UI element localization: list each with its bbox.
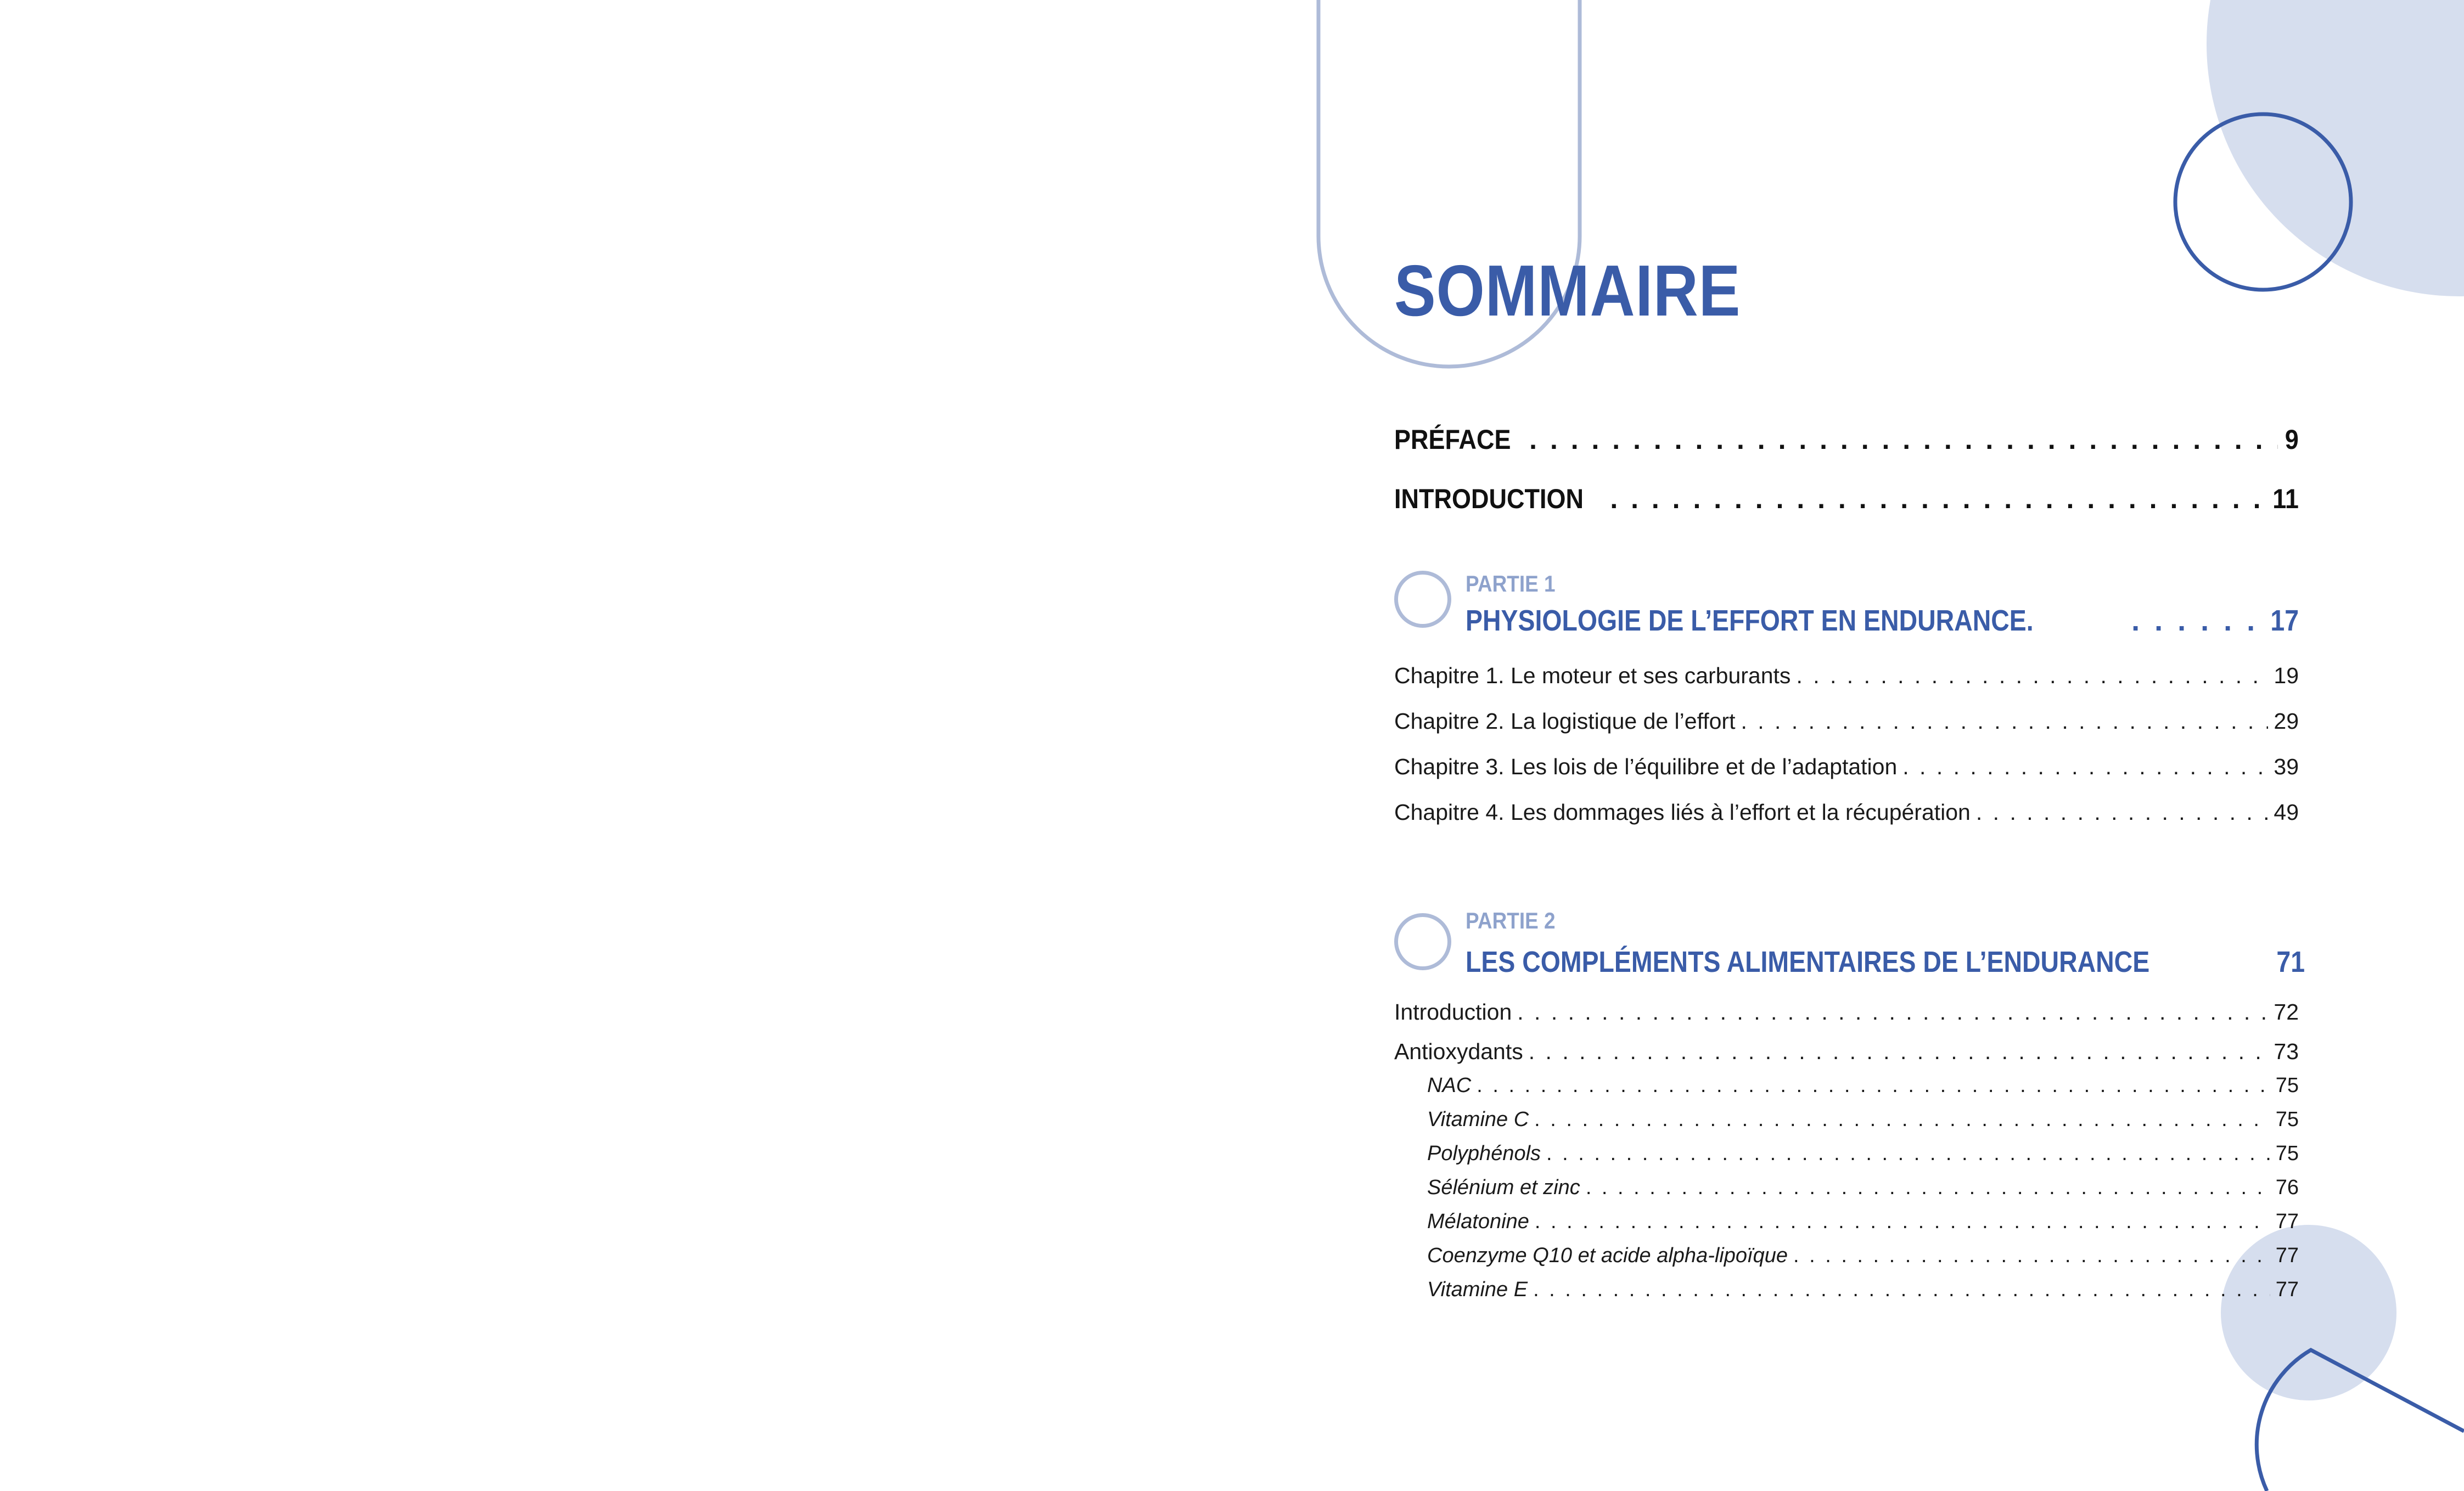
dot-leader: [1793, 1244, 2270, 1268]
toc-entry-page: 29: [2274, 708, 2299, 734]
toc-subentry-label: Vitamine C: [1427, 1108, 1529, 1131]
dot-leader: [2131, 604, 2260, 638]
toc-subentry-coenzyme-q10[interactable]: [1427, 1244, 2299, 1275]
toc-subentry-label: Vitamine E: [1427, 1278, 1528, 1301]
toc-subentry-label: NAC: [1427, 1074, 1472, 1097]
toc-entry-page: 39: [2274, 754, 2299, 779]
dot-leader: [1796, 663, 2268, 689]
dot-leader: [1741, 708, 2268, 734]
toc-entry-chapitre-4[interactable]: [1394, 800, 2299, 832]
toc-subentry-page: 77: [2275, 1210, 2299, 1233]
toc-subentry-page: 77: [2275, 1244, 2299, 1267]
toc-subentry-vitamine-c[interactable]: [1427, 1108, 2299, 1139]
toc-subentry-vitamine-e[interactable]: [1427, 1278, 2299, 1309]
part-title-page: 17: [2270, 604, 2299, 637]
part-2-circle-icon: [1394, 913, 1451, 970]
toc-entry-page: 9: [2285, 424, 2299, 455]
toc-entry-page: 11: [2272, 483, 2299, 514]
toc-entry-label: Antioxydants: [1394, 1039, 1523, 1064]
toc-entry-introduction-partie-2[interactable]: [1394, 999, 2299, 1032]
part-1-circle-icon: [1394, 571, 1451, 628]
part-title-label: LES COMPLÉMENTS ALIMENTAIRES DE L’ENDURANCE: [1466, 946, 2150, 978]
toc-subentry-label: Coenzyme Q10 et acide alpha-lipoïque: [1427, 1244, 1788, 1267]
part-title-page: 71: [2276, 946, 2305, 978]
toc-entry-chapitre-1[interactable]: [1394, 663, 2299, 696]
toc-subentry-label: Mélatonine: [1427, 1210, 1529, 1233]
toc-entry-label: Chapitre 3. Les lois de l’équilibre et de l’adaptation: [1394, 754, 1898, 779]
toc-entry-introduction[interactable]: [1394, 483, 2299, 521]
toc-entry-label: Chapitre 1. Le moteur et ses carburants: [1394, 663, 1791, 688]
dot-leader: [1610, 483, 2264, 515]
part-1-title[interactable]: [1466, 604, 2299, 644]
part-1-label: PARTIE 1: [1466, 571, 1556, 597]
toc-entry-label: INTRODUCTION: [1394, 483, 1584, 514]
toc-entry-label: Chapitre 2. La logistique de l’effort: [1394, 708, 1736, 734]
toc-subentry-polyphenols[interactable]: [1427, 1142, 2299, 1173]
toc-subentry-page: 77: [2275, 1278, 2299, 1301]
toc-entry-preface[interactable]: [1394, 424, 2299, 462]
toc-entry-label: Introduction: [1394, 999, 1512, 1025]
dot-leader: [1534, 1108, 2270, 1132]
toc-entry-label: PRÉFACE: [1394, 424, 1511, 455]
page-title: SOMMAIRE: [1394, 250, 1741, 331]
part-title-label: PHYSIOLOGIE DE L’EFFORT EN ENDURANCE.: [1466, 604, 2034, 637]
toc-subentry-page: 75: [2275, 1074, 2299, 1097]
toc-entry-page: 72: [2274, 999, 2299, 1025]
dot-leader: [1529, 1039, 2269, 1065]
dot-leader: [1976, 800, 2269, 825]
toc-entry-page: 73: [2274, 1039, 2299, 1064]
toc-entry-antioxydants[interactable]: [1394, 1039, 2299, 1072]
toc-subentry-label: Sélénium et zinc: [1427, 1176, 1580, 1199]
dot-leader: [1902, 754, 2268, 780]
toc-entry-chapitre-2[interactable]: [1394, 708, 2299, 741]
toc-subentry-nac[interactable]: [1427, 1074, 2299, 1105]
toc-entry-page: 19: [2274, 663, 2299, 688]
dot-leader: [1546, 1142, 2270, 1166]
dot-leader: [1517, 999, 2268, 1025]
dot-leader: [1535, 1210, 2270, 1234]
toc-subentry-page: 75: [2275, 1142, 2299, 1165]
toc-subentry-label: Polyphénols: [1427, 1142, 1541, 1165]
part-2-title[interactable]: [1466, 945, 2305, 986]
toc-subentry-melatonine[interactable]: [1427, 1210, 2299, 1241]
dot-leader: [1529, 424, 2278, 455]
toc-entry-label: Chapitre 4. Les dommages liés à l’effort et la récupération: [1394, 800, 1971, 825]
dot-leader: [1586, 1176, 2270, 1200]
toc-subentry-page: 76: [2275, 1176, 2299, 1199]
toc-subentry-page: 75: [2275, 1108, 2299, 1131]
toc-subentry-selenium-zinc[interactable]: [1427, 1176, 2299, 1207]
part-2-label: PARTIE 2: [1466, 908, 1556, 933]
toc-entry-chapitre-3[interactable]: [1394, 754, 2299, 787]
dot-leader: [1477, 1074, 2270, 1098]
toc-entry-page: 49: [2274, 800, 2299, 825]
dot-leader: [1533, 1278, 2270, 1302]
